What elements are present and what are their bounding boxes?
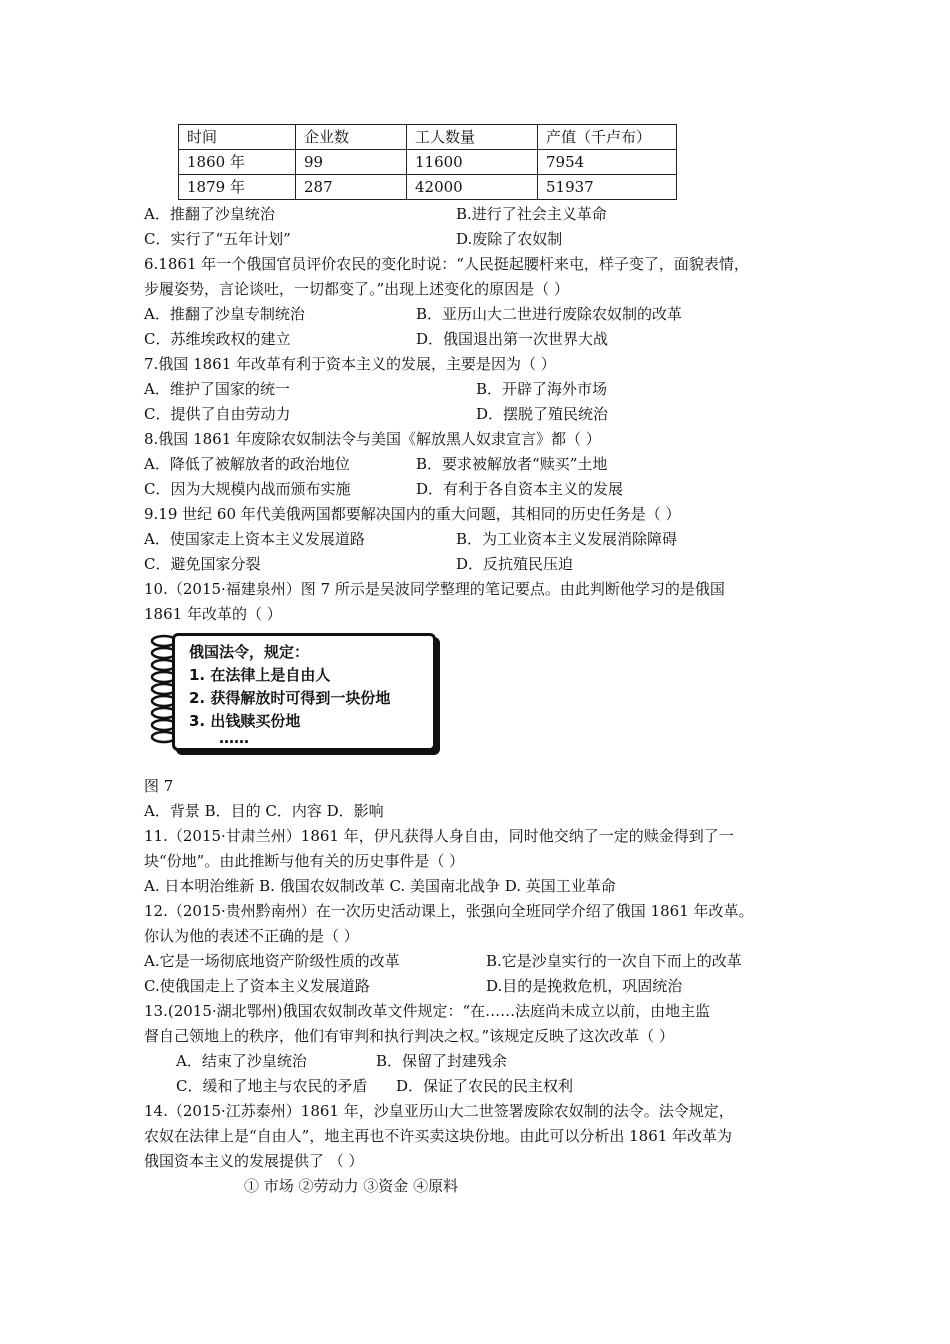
question-11-stem-cont: 块“份地”。由此推断与他有关的历史事件是（ ） — [144, 852, 465, 870]
table-header-cell: 时间 — [179, 125, 296, 150]
notebook-title: 俄国法令，规定： — [189, 643, 310, 661]
table-header-cell: 企业数 — [296, 125, 407, 150]
option-a: A．推翻了沙皇统治 — [144, 205, 275, 223]
option-b: B．开辟了海外市场 — [476, 380, 608, 398]
question-11-stem: 11.（2015·甘肃兰州）1861 年，伊凡获得人身自由，同时他交纳了一定的赎金得到了一 — [144, 827, 734, 845]
notebook-item: 2. 获得解放时可得到一块份地 — [189, 689, 391, 707]
option-b: B．为工业资本主义发展消除障碍 — [456, 530, 678, 548]
notebook-ellipsis: …… — [219, 729, 249, 747]
table-row — [179, 175, 677, 200]
option-c: C．因为大规模内战而颁布实施 — [144, 480, 351, 498]
option-d: D．有利于各自资本主义的发展 — [416, 480, 624, 498]
option-c: C．避免国家分裂 — [144, 555, 261, 573]
figure-label: 图 7 — [144, 777, 174, 795]
question-14-stem: 14.（2015·江苏泰州）1861 年，沙皇亚历山大二世签署废除农奴制的法令。法令规定， — [144, 1102, 734, 1120]
option-d: D．反抗殖民压迫 — [456, 555, 574, 573]
table-cell: 42000 — [407, 175, 538, 200]
option-a: A．维护了国家的统一 — [144, 380, 290, 398]
option-c: C．缓和了地主与农民的矛盾 — [176, 1077, 368, 1095]
question-13-stem: 13.(2015·湖北鄂州)俄国农奴制改革文件规定：“在……法庭尚未成立以前，由地主监 — [144, 1002, 711, 1020]
question-12-stem: 12.（2015·贵州黔南州）在一次历史活动课上，张强向全班同学介绍了俄国 1861 年改革。 — [144, 902, 754, 920]
option-c: C．苏维埃政权的建立 — [144, 330, 291, 348]
table-cell: 51937 — [538, 175, 677, 200]
option-d: D.废除了农奴制 — [456, 230, 563, 248]
notebook-item: 3. 出钱赎买份地 — [189, 712, 301, 730]
question-10-stem-cont: 1861 年改革的（ ） — [144, 605, 282, 623]
option-d: D.目的是挽救危机，巩固统治 — [486, 977, 683, 995]
option-a: A．推翻了沙皇专制统治 — [144, 305, 305, 323]
question-9-stem: 9.19 世纪 60 年代美俄两国都要解决国内的重大问题，其相同的历史任务是（ ） — [144, 505, 681, 523]
question-10-stem: 10.（2015·福建泉州）图 7 所示是吴波同学整理的笔记要点。由此判断他学习的是俄国 — [144, 580, 725, 598]
question-11-options: A. 日本明治维新 B. 俄国农奴制改革 C. 美国南北战争 D. 英国工业革命 — [144, 877, 616, 895]
table-cell: 1879 年 — [179, 175, 296, 200]
option-c: C．提供了自由劳动力 — [144, 405, 291, 423]
table-header-cell: 产值（千卢布） — [538, 125, 677, 150]
option-c: C．实行了“五年计划” — [144, 230, 291, 248]
table-header-cell: 工人数量 — [407, 125, 538, 150]
question-8-stem: 8.俄国 1861 年废除农奴制法令与美国《解放黑人奴隶宣言》都（ ） — [144, 430, 601, 448]
option-d: D．俄国退出第一次世界大战 — [416, 330, 609, 348]
option-b: B．亚历山大二世进行废除农奴制的改革 — [416, 305, 683, 323]
question-14-items: ① 市场 ②劳动力 ③资金 ④原料 — [244, 1177, 459, 1195]
option-a: A.它是一场彻底地资产阶级性质的改革 — [144, 952, 400, 970]
option-a: A．使国家走上资本主义发展道路 — [144, 530, 365, 548]
question-7-stem: 7.俄国 1861 年改革有利于资本主义的发展，主要是因为（ ） — [144, 355, 556, 373]
table-cell: 287 — [296, 175, 407, 200]
option-b: B.它是沙皇实行的一次自下而上的改革 — [486, 952, 742, 970]
option-b: B．保留了封建残余 — [376, 1052, 508, 1070]
question-14-stem-cont: 俄国资本主义的发展提供了 （ ） — [144, 1152, 364, 1170]
question-12-stem-cont: 你认为他的表述不正确的是（ ） — [144, 927, 359, 945]
notebook-figure — [146, 627, 436, 755]
option-b: B．要求被解放者“赎买”土地 — [416, 455, 608, 473]
table-cell: 99 — [296, 150, 407, 175]
option-a: A．结束了沙皇统治 — [176, 1052, 307, 1070]
option-c: C.使俄国走上了资本主义发展道路 — [144, 977, 370, 995]
notebook-page — [172, 633, 436, 751]
option-a: A．降低了被解放者的政治地位 — [144, 455, 350, 473]
option-d: D．保证了农民的民主权利 — [396, 1077, 574, 1095]
statistics-table — [178, 124, 677, 200]
question-13-stem-cont: 督自己领地上的秩序，他们有审判和执行判决之权。”该规定反映了这次改革（ ） — [144, 1027, 674, 1045]
table-header-row — [179, 125, 677, 150]
table-cell: 7954 — [538, 150, 677, 175]
question-14-stem-cont: 农奴在法律上是“自由人”，地主再也不许买卖这块份地。由此可以分析出 1861 年改革为 — [144, 1127, 733, 1145]
table-row — [179, 150, 677, 175]
option-b: B.进行了社会主义革命 — [456, 205, 607, 223]
table-cell: 1860 年 — [179, 150, 296, 175]
option-d: D．摆脱了殖民统治 — [476, 405, 609, 423]
question-6-stem: 6.1861 年一个俄国官员评价农民的变化时说：“人民挺起腰杆来屯，样子变了，面貌表情， — [144, 255, 749, 273]
question-10-options: A．背景 B．目的 C．内容 D．影响 — [144, 802, 384, 820]
question-6-stem-cont: 步履姿势，言论谈吐，一切都变了。”出现上述变化的原因是（ ） — [144, 280, 569, 298]
notebook-item: 1. 在法律上是自由人 — [189, 666, 331, 684]
table-cell: 11600 — [407, 150, 538, 175]
